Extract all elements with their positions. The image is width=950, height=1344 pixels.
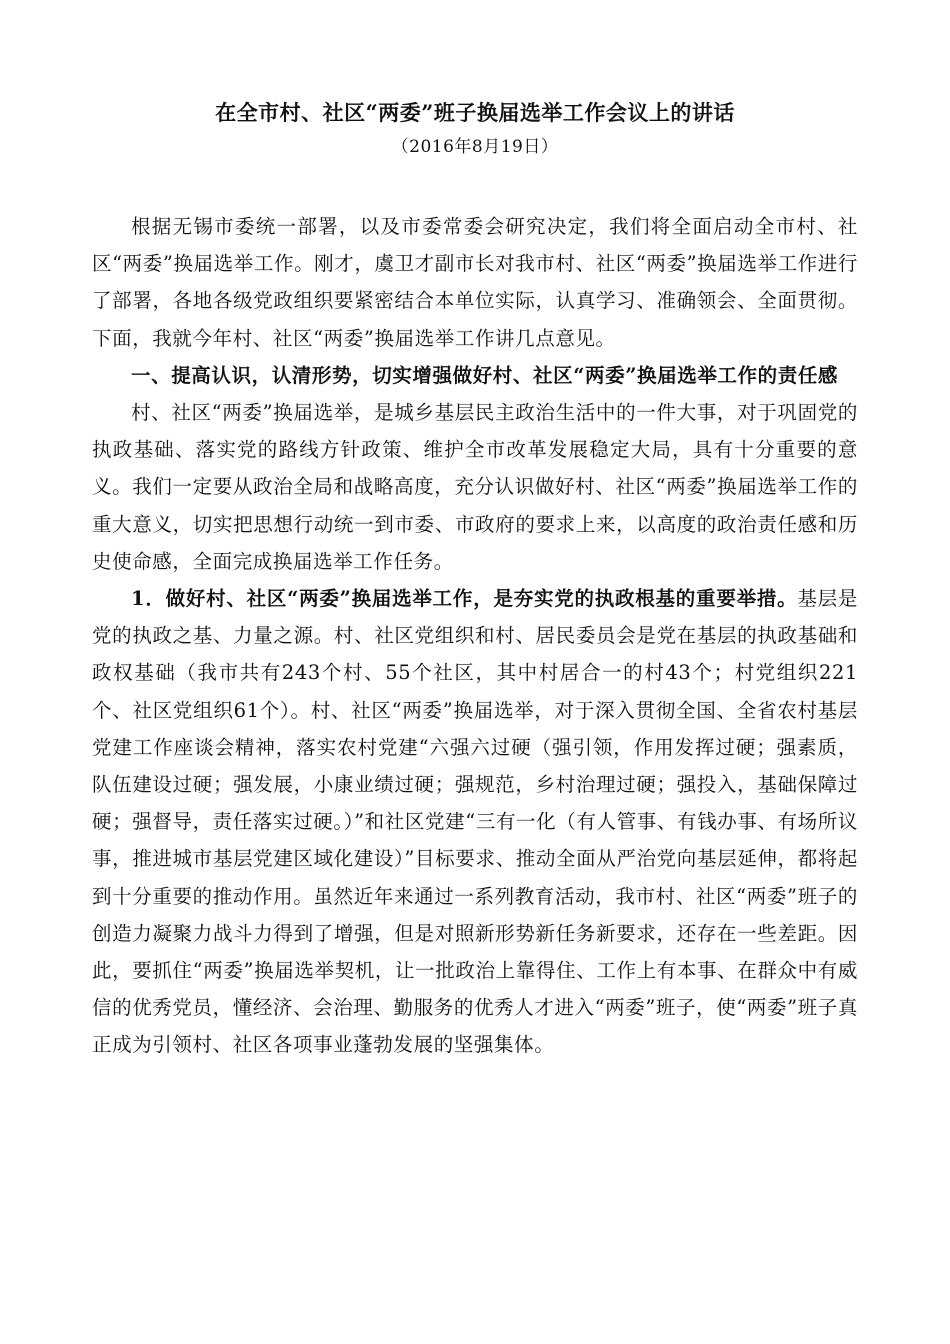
paragraph-point-1 xyxy=(92,580,858,1064)
section-heading-1: 一、提高认识，认清形势，切实增强做好村、社区“两委”换届选举工作的责任感 xyxy=(131,363,839,387)
document-page xyxy=(92,96,858,1064)
point-1-body: 基层是党的执政之基、力量之源。村、社区党组织和村、居民委员会是党在基层的执政基础和政权基础（我市共有243个村、55个社区，其中村居合一的村43个；村党组织221个、社区党组织61个）。村、社区“两委”换届选举，对于深入贯彻全国、全省农村基层党建工作座谈会精神，落实农村党建“六强六过硬（强引领，作用发挥过硬；强素质，队伍建设过硬；强发展，小康业绩过硬；强规范，乡村治理过硬；强投入，基础保障过硬；强督导，责任落实过硬。）”和社区党建“三有一化（有人管事、有钱办事、有场所议事，推进城市基层党建区域化建设）”目标要求、推动全面从严治党向基层延伸，都将起到十分重要的推动作用。虽然近年来通过一系列教育活动，我市村、社区“两委”班子的创造力凝聚力战斗力得到了增强，但是对照新形势新任务新要求，还存在一些差距。因此，要抓住“两委”换届选举契机，让一批政治上靠得住、工作上有本事、在群众中有威信的优秀党员，懂经济、会治理、勤服务的优秀人才进入“两委”班子，使“两委”班子真正成为引领村、社区各项事业蓬勃发展的坚强集体。 xyxy=(92,587,858,1057)
document-date: （2016年8月19日） xyxy=(391,137,559,157)
document-body xyxy=(92,208,858,1064)
paragraph-intro: 根据无锡市委统一部署，以及市委常委会研究决定，我们将全面启动全市村、社区“两委”换届选举工作。刚才，虞卫才副市长对我市村、社区“两委”换届选举工作进行了部署，各地各级党政组织要紧密结合本单位实际，认真学习、准确领会、全面贯彻。下面，我就今年村、社区“两委”换届选举工作讲几点意见。 xyxy=(92,215,858,350)
point-1-lead: 1．做好村、社区“两委”换届选举工作，是夯实党的执政根基的重要举措。 xyxy=(131,587,798,611)
paragraph-significance: 村、社区“两委”换届选举，是城乡基层民主政治生活中的一件大事，对于巩固党的执政基础、落实党的路线方针政策、维护全市改革发展稳定大局，具有十分重要的意义。我们一定要从政治全局和战略高度，充分认识做好村、社区“两委”换届选举工作的重大意义，切实把思想行动统一到市委、市政府的要求上来，以高度的政治责任感和历史使命感，全面完成换届选举工作任务。 xyxy=(92,401,858,573)
document-title: 在全市村、社区“两委”班子换届选举工作会议上的讲话 xyxy=(215,100,735,125)
